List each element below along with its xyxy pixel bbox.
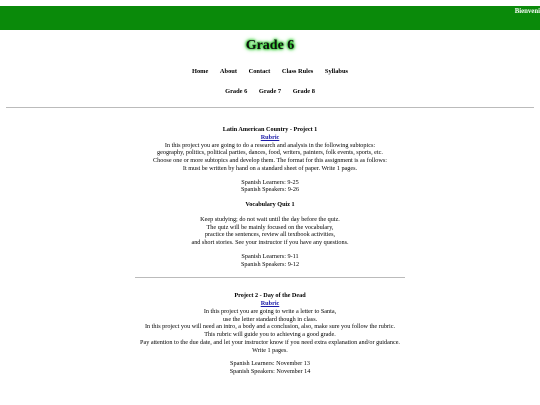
nav-link-class-rules[interactable]: Class Rules	[281, 68, 314, 75]
nav-link-home[interactable]: Home	[191, 68, 209, 75]
quiz1-section	[0, 201, 540, 268]
project2-line: Pay attention to the due date, and let your instructor know if you need extra explanation and/or guidance.	[140, 338, 400, 346]
project2-title: Project 2 - Day of the Dead	[234, 292, 306, 300]
nav-link-about[interactable]: About	[219, 68, 237, 75]
quiz1-line: and short stories. See your instructor if you have any questions.	[191, 239, 349, 246]
project1-rubric-link[interactable]: Rubric	[260, 133, 280, 141]
project2-date-speakers: Spanish Speakers: November 14	[229, 368, 311, 375]
quiz1-date-speakers: Spanish Speakers: 9-12	[240, 260, 300, 268]
project2-line: use the letter standard though in class.	[222, 315, 318, 323]
primary-nav	[0, 68, 540, 76]
project2-line: This rubric will guide you to achieving a good grade.	[204, 331, 336, 338]
project2-line: Write 1 pages.	[252, 346, 288, 354]
site-title: Grade 6	[245, 38, 295, 53]
quiz1-line: The quiz will be mainly focused on the vocabulary,	[206, 223, 334, 231]
quiz1-line: practice the sentences, review all textbook activities,	[204, 231, 336, 239]
project1-title: Latin American Country - Project 1	[222, 126, 318, 133]
nav-link-syllabus[interactable]: Syllabus	[324, 68, 348, 75]
project2-line: In this project you will need an intro, a body and a conclusion, also, make sure you follow the rubric.	[144, 323, 396, 331]
top-header-bar	[0, 6, 540, 30]
project1-description	[0, 142, 540, 173]
quiz1-due-dates	[0, 253, 540, 269]
project1-section	[0, 126, 540, 194]
project1-line: Choose one or more subtopics and develop them. The format for this assignment is as follows:	[153, 157, 387, 164]
nav-link-grade-7[interactable]: Grade 7	[258, 88, 282, 95]
project1-date-learners: Spanish Learners: 9-25	[241, 178, 299, 186]
project2-date-learners: Spanish Learners: November 13	[230, 360, 310, 368]
grade-nav	[0, 88, 540, 96]
project1-line: geography, politics, political parties, dances, food, writers, painters, folk events, sports, etc.	[157, 149, 383, 157]
quiz1-line: Keep studying; do not wait until the day before the quiz.	[200, 215, 340, 223]
project1-line: In this project you are going to do a research and analysis in the following subtopics:	[164, 141, 376, 149]
quiz1-description	[0, 216, 540, 247]
main-content	[0, 126, 540, 376]
nav-link-grade-6[interactable]: Grade 6	[225, 88, 248, 95]
quiz1-title: Vocabulary Quiz 1	[245, 201, 295, 208]
section-divider	[135, 277, 405, 278]
project2-rubric-link[interactable]: Rubric	[260, 300, 280, 307]
header-divider	[6, 107, 534, 108]
nav-link-contact[interactable]: Contact	[248, 68, 271, 75]
nav-link-grade-8[interactable]: Grade 8	[292, 88, 315, 95]
project1-date-speakers: Spanish Speakers: 9-26	[240, 186, 300, 194]
project2-section	[0, 292, 540, 376]
project1-line: It must be written by hand on a standard sheet of paper. Write 1 pages.	[182, 164, 358, 172]
project2-line: In this project you are going to write a letter to Santa,	[203, 307, 337, 315]
project2-description	[0, 308, 540, 355]
quiz1-date-learners: Spanish Learners: 9-11	[241, 252, 299, 260]
welcome-marquee-text: Bienveni	[514, 8, 540, 15]
project1-due-dates	[0, 179, 540, 195]
project2-due-dates	[0, 360, 540, 376]
